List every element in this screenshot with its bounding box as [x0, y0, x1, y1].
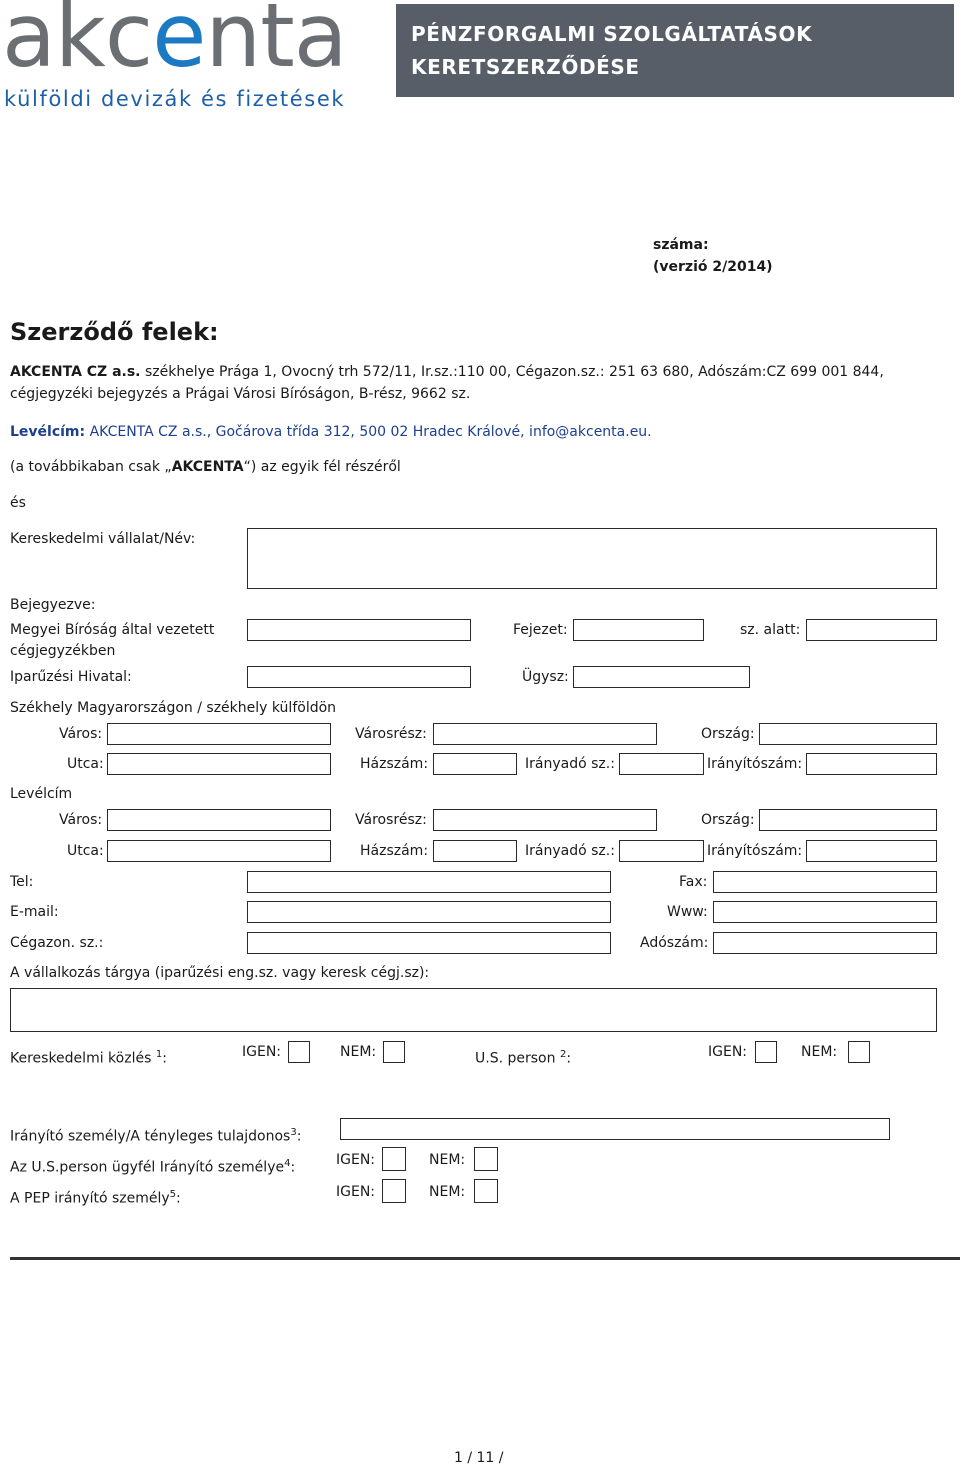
- postal-value: AKCENTA CZ a.s., Gočárova třída 312, 500 02 Hradec Králové, info@akcenta.eu.: [85, 424, 652, 440]
- reg-no-field[interactable]: [247, 932, 611, 954]
- www-field[interactable]: [713, 901, 937, 923]
- postal-orient-label: Irányadó sz.:: [525, 843, 615, 859]
- chapter-field[interactable]: [573, 619, 704, 641]
- hereinafter-line: (a továbbikaban csak „AKCENTA“) az egyik fél részéről: [10, 459, 401, 475]
- seat-city-label: Város:: [59, 726, 103, 742]
- company-name-label: Kereskedelmi vállalat/Név:: [10, 531, 196, 547]
- trade-notice-yes-label: IGEN:: [242, 1044, 282, 1060]
- trade-notice-no-checkbox[interactable]: [383, 1041, 405, 1063]
- postal-city-field[interactable]: [107, 809, 331, 831]
- postal-country-label: Ország:: [701, 812, 755, 828]
- tax-no-field[interactable]: [713, 932, 937, 954]
- registered-label: Bejegyezve:: [10, 597, 96, 613]
- email-field[interactable]: [247, 901, 611, 923]
- seat-house-label: Házszám:: [360, 756, 429, 772]
- us-controller-no-label: NEM:: [429, 1152, 466, 1168]
- seat-country-label: Ország:: [701, 726, 755, 742]
- court-label-1: Megyei Bíróság által vezetett: [10, 622, 215, 638]
- pep-yes-checkbox[interactable]: [382, 1179, 406, 1203]
- pep-no-label: NEM:: [429, 1184, 466, 1200]
- postal-district-label: Városrész:: [355, 812, 427, 828]
- akcenta-line-2: cégjegyzéki bejegyzés a Prágai Városi Bíróságon, B-rész, 9662 sz.: [10, 386, 471, 402]
- subject-field[interactable]: [10, 988, 937, 1032]
- postal-zip-label: Irányítószám:: [707, 843, 803, 859]
- us-controller-no-checkbox[interactable]: [474, 1147, 498, 1171]
- akcenta-address: székhelye Prága 1, Ovocný trh 572/11, Ir.sz.:110 00, Cégazon.sz.: 251 63 680, Adószám:CZ 699 001 844,: [140, 364, 884, 380]
- subject-label: A vállalkozás tárgya (iparűzési eng.sz. vagy keresk cégj.sz):: [10, 965, 430, 981]
- title-banner: [396, 4, 954, 97]
- email-label: E-mail:: [10, 904, 59, 920]
- page-number: 1 / 11 /: [454, 1450, 504, 1466]
- postal-label: Levélcím:: [10, 424, 86, 440]
- postal-heading: Levélcím: [10, 786, 73, 802]
- logo-wordmark: akcenta: [2, 0, 347, 87]
- banner-line-2: KERETSZERZŐDÉSE: [411, 55, 640, 79]
- contract-version: (verzió 2/2014): [653, 259, 773, 275]
- postal-district-field[interactable]: [433, 809, 657, 831]
- controller-label: Irányító személy/A tényleges tulajdonos$^3$:: [10, 1127, 302, 1145]
- akcenta-name: AKCENTA CZ a.s.: [10, 364, 141, 380]
- contract-number-label: száma:: [653, 237, 709, 253]
- us-controller-label: Az U.S.person ügyfél Irányító személye$^4$:: [10, 1158, 296, 1176]
- banner-line-1: PÉNZFORGALMI SZOLGÁLTATÁSOK: [411, 22, 813, 46]
- postal-country-field[interactable]: [759, 809, 937, 831]
- us-person-label: U.S. person $^2$:: [475, 1049, 572, 1067]
- postal-orient-field[interactable]: [619, 840, 704, 862]
- tel-label: Tel:: [10, 874, 34, 890]
- seat-orient-label: Irányadó sz.:: [525, 756, 615, 772]
- logo: [2, 0, 347, 86]
- postal-street-field[interactable]: [107, 840, 331, 862]
- postal-zip-field[interactable]: [806, 840, 937, 862]
- tel-field[interactable]: [247, 871, 611, 893]
- tax-no-label: Adószám:: [640, 935, 709, 951]
- pep-no-checkbox[interactable]: [474, 1179, 498, 1203]
- logo-tagline: külföldi devizák és fizetések: [4, 87, 346, 111]
- trade-office-label: Iparűzési Hivatal:: [10, 669, 132, 685]
- case-field[interactable]: [573, 666, 750, 688]
- seat-house-field[interactable]: [433, 753, 517, 775]
- seat-district-field[interactable]: [433, 723, 657, 745]
- seat-heading: Székhely Magyarországon / székhely külföldön: [10, 700, 337, 716]
- fax-field[interactable]: [713, 871, 937, 893]
- fax-label: Fax:: [679, 874, 708, 890]
- us-controller-yes-checkbox[interactable]: [382, 1147, 406, 1171]
- reg-no-label: Cégazon. sz.:: [10, 935, 104, 951]
- under-no-field[interactable]: [806, 619, 937, 641]
- and-text: és: [10, 495, 26, 511]
- trade-notice-label: Kereskedelmi közlés $^1$:: [10, 1049, 167, 1067]
- postal-street-label: Utca:: [67, 843, 104, 859]
- us-person-yes-label: IGEN:: [708, 1044, 748, 1060]
- seat-district-label: Városrész:: [355, 726, 427, 742]
- controller-field[interactable]: [340, 1118, 890, 1140]
- seat-street-field[interactable]: [107, 753, 331, 775]
- under-no-label: sz. alatt:: [740, 622, 801, 638]
- court-field[interactable]: [247, 619, 471, 641]
- seat-street-label: Utca:: [67, 756, 104, 772]
- seat-city-field[interactable]: [107, 723, 331, 745]
- us-person-yes-checkbox[interactable]: [755, 1041, 777, 1063]
- us-person-no-label: NEM:: [801, 1044, 838, 1060]
- trade-notice-yes-checkbox[interactable]: [288, 1041, 310, 1063]
- seat-country-field[interactable]: [759, 723, 937, 745]
- pep-yes-label: IGEN:: [336, 1184, 376, 1200]
- postal-city-label: Város:: [59, 812, 103, 828]
- us-person-no-checkbox[interactable]: [848, 1041, 870, 1063]
- postal-house-field[interactable]: [433, 840, 517, 862]
- www-label: Www:: [667, 904, 708, 920]
- akcenta-postal: [10, 424, 652, 440]
- company-name-field[interactable]: [247, 528, 937, 589]
- trade-office-field[interactable]: [247, 666, 471, 688]
- seat-orient-field[interactable]: [619, 753, 704, 775]
- us-controller-yes-label: IGEN:: [336, 1152, 376, 1168]
- trade-notice-no-label: NEM:: [340, 1044, 377, 1060]
- postal-house-label: Házszám:: [360, 843, 429, 859]
- seat-zip-field[interactable]: [806, 753, 937, 775]
- seat-zip-label: Irányítószám:: [707, 756, 803, 772]
- court-label-2: cégjegyzékben: [10, 643, 116, 659]
- pep-label: A PEP irányító személy$^5$:: [10, 1189, 181, 1207]
- section-title: Szerződő felek:: [10, 318, 219, 346]
- akcenta-line-1: [10, 364, 884, 380]
- footnote-divider: [10, 1257, 960, 1260]
- chapter-label: Fejezet:: [513, 622, 568, 638]
- case-label: Ügysz:: [522, 669, 569, 685]
